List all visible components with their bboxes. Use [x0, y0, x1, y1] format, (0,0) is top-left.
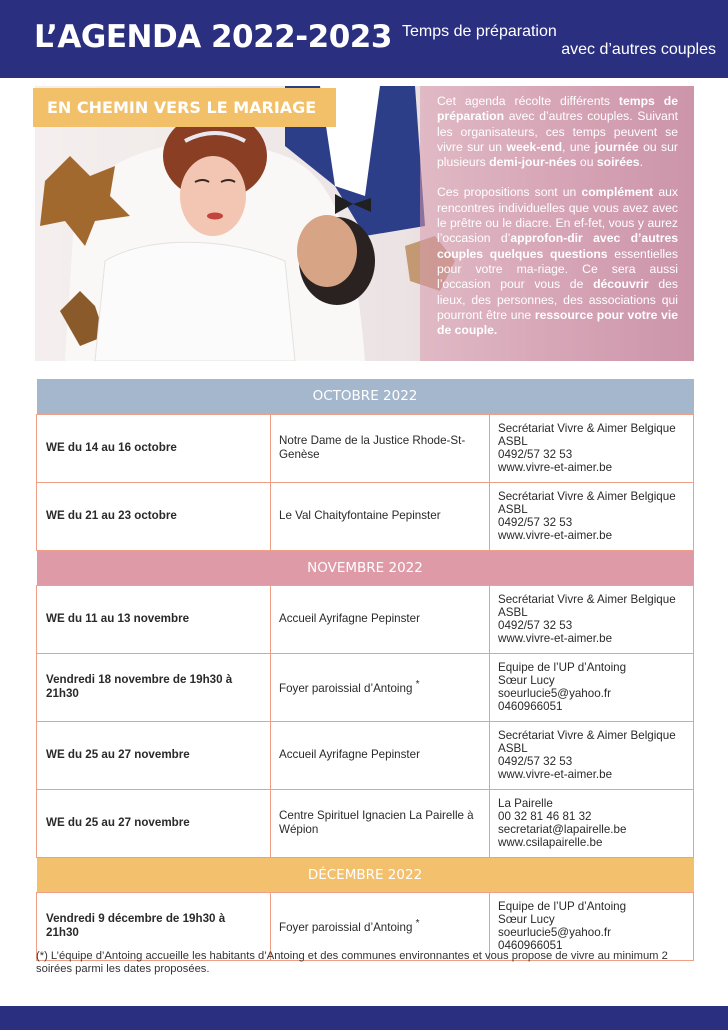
- table-row: [37, 653, 694, 721]
- event-date: Vendredi 18 novembre de 19h30 à 21h30: [37, 653, 271, 721]
- intro-text-run: des lieux, des personnes, des associations qui pourront être une: [437, 277, 678, 322]
- contact-line: 0492/57 32 53: [498, 619, 573, 632]
- event-date: WE du 21 au 23 octobre: [37, 482, 271, 550]
- footnote: (*) L’équipe d’Antoing accueille les habitants d’Antoing et des communes environnantes et vous propose de vivre au minimum 2 soirées parmi les dates proposées.: [36, 950, 668, 975]
- event-place-cell: [271, 585, 490, 653]
- table-row: [37, 482, 694, 550]
- intro-text-run: avec d’autres couples. Suivant les organisateurs, ces temps peuvent se vivre sur un: [437, 109, 678, 154]
- section-banner: EN CHEMIN VERS LE MARIAGE: [33, 88, 336, 127]
- month-header-row: [37, 857, 694, 892]
- footnote-marker: *: [415, 918, 420, 930]
- intro-text-run: complément: [581, 185, 654, 200]
- event-place: Accueil Ayrifagne Pepinster: [279, 748, 420, 761]
- contact-line: Sœur Lucy: [498, 912, 555, 926]
- contact-line: ASBL: [498, 434, 528, 448]
- contact-line: secretariat@lapairelle.be: [498, 823, 627, 836]
- intro-text-run: .: [639, 155, 643, 170]
- event-date: WE du 11 au 13 novembre: [37, 585, 271, 653]
- event-contact: [490, 653, 694, 721]
- event-place: Accueil Ayrifagne Pepinster: [279, 612, 420, 625]
- event-place-cell: [271, 721, 490, 789]
- intro-text-run: , une: [562, 139, 595, 154]
- intro-text-run: essentielles pour votre ma-riage. Ce sera aussi l’occasion pour vous de: [437, 246, 678, 292]
- event-place-cell: [271, 653, 490, 721]
- event-place: Foyer paroissial d’Antoing: [279, 920, 413, 934]
- contact-line: www.vivre-et-aimer.be: [498, 768, 613, 782]
- month-header-row: [37, 550, 694, 585]
- month-header: OCTOBRE 2022: [37, 379, 694, 414]
- intro-text-run: journée: [594, 139, 639, 154]
- event-place: Foyer paroissial d’Antoing: [279, 681, 413, 695]
- contact-line: www.vivre-et-aimer.be: [498, 632, 613, 646]
- intro-text-run: temps de préparation: [437, 94, 678, 124]
- event-contact: [490, 721, 694, 789]
- event-date: WE du 25 au 27 novembre: [37, 789, 271, 857]
- table-row: [37, 585, 694, 653]
- agenda-title: L’AGENDA 2022-2023: [34, 19, 392, 55]
- event-date: WE du 25 au 27 novembre: [37, 721, 271, 789]
- event-place: Le Val Chaityfontaine Pepinster: [279, 509, 441, 522]
- intro-text-run: week-end: [506, 139, 563, 154]
- event-contact: [490, 414, 694, 482]
- intro-paragraph-1: [437, 94, 678, 170]
- agenda-table: [36, 379, 694, 961]
- contact-line: 0492/57 32 53: [498, 516, 573, 529]
- table-row: [37, 721, 694, 789]
- event-place-cell: [271, 789, 490, 857]
- contact-line: Secrétariat Vivre & Aimer Belgique: [498, 489, 676, 503]
- contact-line: 0460966051: [498, 700, 563, 714]
- month-header: DÉCEMBRE 2022: [37, 857, 694, 892]
- event-place-cell: [271, 482, 490, 550]
- event-place: Centre Spirituel Ignacien La Pairelle à Wépion: [279, 809, 474, 836]
- contact-line: La Pairelle: [498, 796, 553, 810]
- intro-text-run: demi-jour-nées: [489, 155, 577, 170]
- intro-text-run: ressource pour votre vie de couple.: [437, 307, 679, 338]
- page-header: [0, 0, 728, 78]
- intro-text-run: ou sur plusieurs: [437, 139, 678, 170]
- event-contact: [490, 789, 694, 857]
- intro-paragraph-2: [437, 185, 678, 338]
- contact-line: ASBL: [498, 741, 528, 755]
- month-header-row: [37, 379, 694, 414]
- month-header: NOVEMBRE 2022: [37, 550, 694, 585]
- event-place: Notre Dame de la Justice Rhode-St-Genèse: [279, 434, 466, 461]
- intro-text-run: soirées: [596, 155, 640, 170]
- event-date: Vendredi 9 décembre de 19h30 à 21h30: [37, 892, 271, 960]
- contact-line: Secrétariat Vivre & Aimer Belgique: [498, 592, 676, 606]
- contact-line: www.csilapairelle.be: [498, 836, 603, 850]
- table-row: [37, 789, 694, 857]
- header-subtitle-line1: Temps de préparation: [402, 23, 557, 40]
- intro-text-run: Ces propositions sont un: [437, 185, 582, 200]
- page-footer: [0, 1006, 728, 1030]
- contact-line: Equipe de l’UP d’Antoing: [498, 899, 627, 913]
- contact-line: soeurlucie5@yahoo.fr: [498, 926, 611, 939]
- intro-text-run: approfon-dir avec d’autres couples quelques questions: [437, 231, 679, 261]
- contact-line: Sœur Lucy: [498, 673, 555, 687]
- contact-line: ASBL: [498, 605, 528, 619]
- contact-line: soeurlucie5@yahoo.fr: [498, 687, 611, 700]
- event-contact: [490, 482, 694, 550]
- intro-text-run: aux rencontres individuelles que vous avez avec le prêtre ou le diacre. En ef-fet, vous y aurez l’occasion d’: [437, 185, 678, 246]
- contact-line: Equipe de l’UP d’Antoing: [498, 660, 627, 674]
- contact-line: Secrétariat Vivre & Aimer Belgique: [498, 421, 676, 435]
- intro-text-run: découvrir: [593, 277, 649, 292]
- event-place-cell: [271, 414, 490, 482]
- table-row: [37, 414, 694, 482]
- event-contact: [490, 585, 694, 653]
- contact-line: 0492/57 32 53: [498, 448, 573, 461]
- intro-text: [437, 94, 678, 338]
- intro-text-run: Cet agenda récolte différents: [437, 94, 619, 108]
- contact-line: Secrétariat Vivre & Aimer Belgique: [498, 728, 676, 742]
- contact-line: 0460966051: [498, 939, 563, 953]
- contact-line: ASBL: [498, 502, 528, 516]
- event-date: WE du 14 au 16 octobre: [37, 414, 271, 482]
- header-subtitle-line2: avec d’autres couples: [561, 41, 716, 58]
- footnote-marker: *: [415, 679, 420, 691]
- intro-text-run: ou: [576, 155, 597, 170]
- contact-line: www.vivre-et-aimer.be: [498, 529, 613, 543]
- contact-line: 00 32 81 46 81 32: [498, 809, 592, 823]
- contact-line: www.vivre-et-aimer.be: [498, 461, 613, 475]
- contact-line: 0492/57 32 53: [498, 755, 573, 768]
